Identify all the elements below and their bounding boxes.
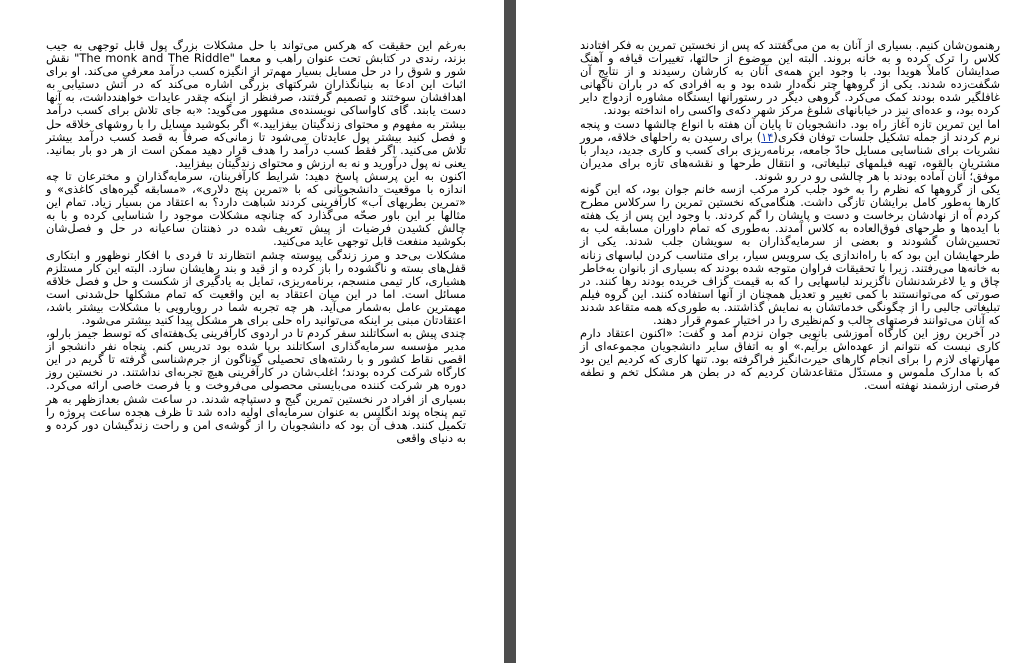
page-gutter	[504, 0, 516, 663]
paragraph: مشکلات بی‌حد و مرز زندگی پیوسته چشم انتظارند تا فردی با افکار نوظهور و ابتکاری قفل‌های بسته و ناگشوده را باز کرده و از قید و بند رهایشان سازد. البته این کار مستلزم هشیاری، کار تیمی منسجم، برنامه‌ریزی، تمایل به یادگیری از شکست و حل و فصل خلاقه مسائل است. اما در این میان اعتقاد به این واقعیت که تمام مشکلها حل‌شدنی است مهمترین عامل به‌شمار می‌آید. هر چه تجربه شما در رویارویی با مشکلات بیشتر باشد، اعتقادتان مبنی بر اینکه می‌توانید راه حلی برای هر مشکل پیدا کنید بیشتر می‌شود.	[46, 247, 466, 327]
paragraph-text-after: ) برای رسیدن به راحلهای خلاقه، مرور نشریات برای شناسایی مسایل حادّ جامعه، برنامه‌ریزی برای کسب و کاری جدید، دیدار با مشتریان بالقوه، تهیه فیلمهای تبلیغاتی، و انتقال طرحها و نقشه‌های تازه برای مدیران موفق؛ آنان آماده بودند با هر چالشی رو در رو شوند.	[580, 129, 1000, 183]
paragraph: در آخرین روز این کارگاه آموزشی بانویی جوان نزدم آمد و گفت: «اکنون اعتقاد دارم کاری نیست که نتوانم از عهده‌اش برآیم.» او به اتفاق سایر دانشجویان مجموعه‌ای از مهارتهای لازم را برای انجام کارهای حیرت‌انگیز فراگرفته بود. تنها کاری که کردیم این بود که با مدارک ملموس و مستدّل متقاعدشان کردیم که در بطن هر مشکل تخم و نطفه فرصتی ارزشمند نهفته است.	[580, 326, 1000, 393]
page-right	[516, 0, 1024, 663]
paragraph-with-footnote	[580, 118, 1000, 183]
paragraph: یکی از گروهها که نظرم را به خود جلب کرد مرکب ازسه خانم جوان بود، که این گونه کارها به‌طور کامل برایشان تازگی داشت. هنگامی‌که نخستین تمرین را سرکلاس مطرح کردم آه از نهادشان برخاست و دست و پایشان را گم کردند. با وجود این پس از یک هفته با ایده‌ها و طرحهای فوق‌العاده به کلاس آمدند. به‌طوری که تمام داوران مسابقه لب به تحسین‌شان گشودند و بعضی از سرمایه‌گذاران به سویشان جلب شدند. یکی از طرحهایشان این بود که با راه‌اندازی یک سرویس سیار، برای متناسب کردن لباسهای زنانه به خانه‌ها می‌رفتند. زیرا با تحقیقات فراوان متوجه شده بودند که بسیاری از بانوان به‌خاطر چاق و یا لاغرشدنشان ناگزیرند لباسهایی را که به قیمت گزاف خریده بودند رها کنند. در صورتی که می‌توانستند با کمی تغییر و تعدیل همچنان از آنها استفاده کنند. این گروه فیلم تبلیغاتی جالبی را از چگونگی خدماتشان به نمایش گذاشتند. به طوری‌که همه متقاعد شدند که آنان می‌توانند فرصتهای جالب و کم‌نظیری را در اختیار عموم قرار دهند.	[580, 182, 1000, 327]
page-left-text	[46, 39, 466, 445]
footnote-link[interactable]: ۱۴	[761, 129, 774, 144]
page-left	[0, 0, 504, 663]
page-right-text	[580, 39, 1000, 393]
paragraph: چندی پیش به اسکاتلند سفر کردم تا در اردوی کارآفرینی یک‌هفته‌ای که توسط جیمز بارلو، مدیر مؤسسه سرمایه‌گذاری اسکاتلند برپا شده بود تدریس کنم. پنجاه نفر دانشجو از اقصی نقاط کشور و با رشته‌های تحصیلی گوناگون از جرم‌شناسی گرفته تا گریم در این کارگاه شرکت کرده بودند؛ اغلب‌شان در کارآفرینی هیچ تجربه‌ای نداشتند. در نخستین روز دوره هر شرکت کننده می‌بایستی محصولی می‌فروخت و یا فرصت خاصی ارائه می‌کرد. بسیاری از افراد در نخستین تمرین گیج و دستپاچه شدند. در ساعت شش بعدازظهر به هر تیم پنجاه پوند انگلیس به عنوان سرمایه‌ای اولیه داده شد تا ظرف هجده ساعت پروژه را تکمیل کنند. هدف آن بود که دانشجویان را از گوشه‌ی امن و راحت زندگیشان دور کرده و به دنیای واقعی	[46, 326, 466, 445]
paragraph: به‌رغم این حقیقت که هرکس می‌تواند با حل مشکلات بزرگ پول قابل توجهی به جیب بزند، رندی در کتابش تحت عنوان راهب و معما "The monk and The Riddle" نقش شور و شوق را در حل مسایل بسیار مهم‌تر از انگیزه کسب درآمد معرفی می‌کند. او برای اثبات این ادعا به بنیانگذاران شرکتهای بزرگی اشاره می‌کند که در آتش دستیابی به اهدافشان سوختند و تصمیم گرفتند، صرفنظر از اینکه چقدر عایدات خواهندداشت، به آنها دست یابند. گای کاواساکی نویسنده‌ی مشهور می‌گوید: «به جای تلاش برای کسب درآمد بیشتر به مفهوم و محتوای زندگیتان بیفزایید.» اگر بکوشید مسایل را با روشهای خلاقه حل و فصل کنید بیشتر پول عایدتان می‌شود تا زمانی‌که صرفاً به قصد کسب درآمد بیشتر تلاش می‌کنید. اگر فقط کسب درآمد را هدف قرار دهید ممکن است از هر دو بار بمانید. یعنی نه پول درآورید و نه به ارزش و محتوای زندگیتان بیفزایید.	[46, 38, 466, 170]
paragraph: اکنون به این پرسش پاسخ دهید: شرایط کارآفرینان، سرمایه‌گذاران و مخترعان تا چه اندازه با موقعیت دانشجویانی که با «تمرین پنج دلاری»، «مسابقه گیره‌های کاغذی» و «تمرین بطریهای آب» کارآفرینی کردند شباهت دارد؟ به اعتقاد من بسیار زیاد. تمام این مثالها بر این باور صحّه می‌گذارد که چنانچه مشکلات موجود را شناسایی کرده و با به چالش کشیدن فرضیات از پیش تعریف شده در ذهنتان ساعیانه در حل و فصل‌شان بکوشید منفعت قابل توجهی عاید می‌کنید.	[46, 168, 466, 249]
paragraph-text-before: اما این تمرین تازه آغاز راه بود. دانشجویان تا پایان آن هفته با انواع چالشها دست و پنجه نرم کردند از جمله تشکیل جلسات توفان فکری(	[580, 116, 1000, 144]
paragraph: رهنمون‌شان کنیم. بسیاری از آنان به من می‌گفتند که پس از نخستین تمرین به فکر افتادند کلاس را ترک کرده و به خانه بروند. البته این موضوع از حالتها، تغییرات قیافه و آهنگ صدایشان کاملاً هویدا بود. با وجود این همه‌ی آنان به کارشان رسیدند و از نتایج آن شگفت‌زده شدند. یکی از گروهها چتر نگه‌دار شده بود و به افرادی که در باران ناگهانی غافلگیر شده بودند کمک می‌کرد. گروهی دیگر در رستورانها ایستگاه مشاوره ازدواج دایر کرده بود، و عده‌ای نیز در خیابانهای شلوغ مرکز شهر دکه‌ی واکسی راه انداخته بودند.	[580, 38, 1000, 118]
